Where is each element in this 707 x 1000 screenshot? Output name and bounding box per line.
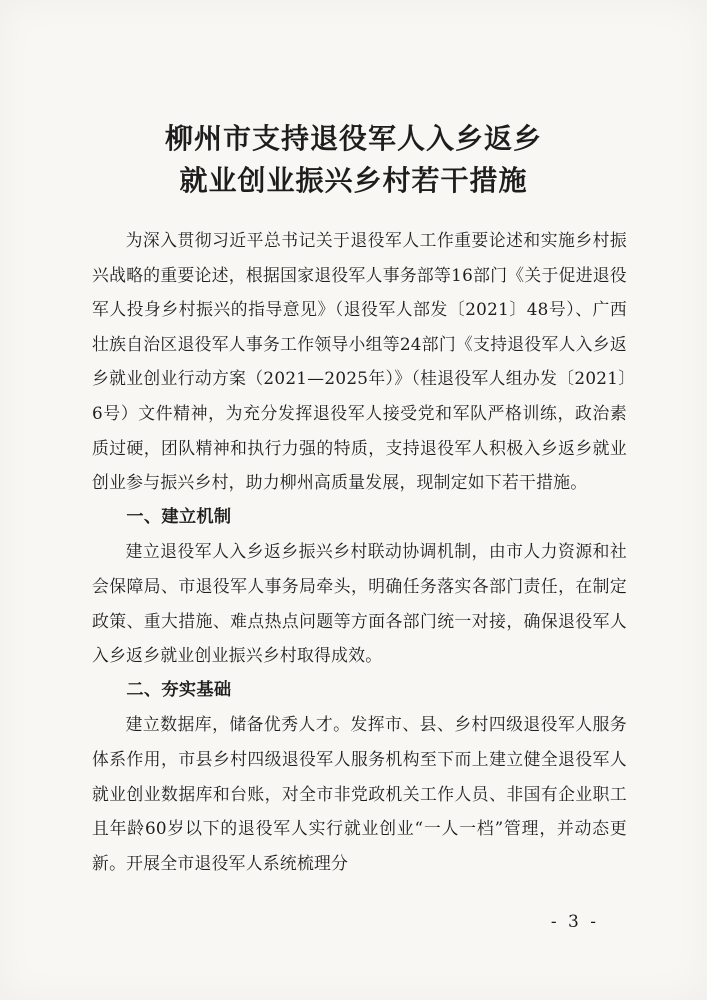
document-title bbox=[0, 118, 707, 202]
section-heading-2: 二、夯实基础 bbox=[126, 679, 232, 700]
title-line-1: 柳州市支持退役军人入乡返乡 bbox=[164, 122, 542, 155]
intro-paragraph: 为深入贯彻习近平总书记关于退役军人工作重要论述和实施乡村振兴战略的重要论述，根据国家退役军人事务部等16部门《关于促进退役军人投身乡村振兴的指导意见》（退役军人部发〔2021〕48号）、广西壮族自治区退役军人事务工作领导小组等24部门《支持退役军人入乡返乡就业创业行动方案（2021—2025年）》（桂退役军人组办发〔2021〕6号）文件精神，为充分发挥退役军人接受党和军队严格训练，政治素质过硬，团队精神和执行力强的特质，支持退役军人积极入乡返乡就业创业参与振兴乡村，助力柳州高质量发展，现制定如下若干措施。 bbox=[92, 230, 627, 493]
section-2-paragraph: 建立数据库，储备优秀人才。发挥市、县、乡村四级退役军人服务体系作用，市县乡村四级退役军人服务机构至下而上建立健全退役军人就业创业数据库和台账，对全市非党政机关工作人员、非国有企业职工且年龄60岁以下的退役军人实行就业创业“一人一档”管理，并动态更新。开展全市退役军人系统梳理分 bbox=[92, 714, 627, 873]
page-number: - 3 - bbox=[550, 912, 599, 932]
document-body bbox=[92, 223, 627, 880]
title-line-2: 就业创业振兴乡村若干措施 bbox=[179, 164, 528, 197]
section-1-paragraph: 建立退役军人入乡返乡振兴乡村联动协调机制，由市人力资源和社会保障局、市退役军人事务局牵头，明确任务落实各部门责任，在制定政策、重大措施、难点热点问题等方面各部门统一对接，确保退役军人入乡返乡就业创业振兴乡村取得成效。 bbox=[92, 541, 627, 666]
section-heading-1: 一、建立机制 bbox=[126, 506, 232, 527]
